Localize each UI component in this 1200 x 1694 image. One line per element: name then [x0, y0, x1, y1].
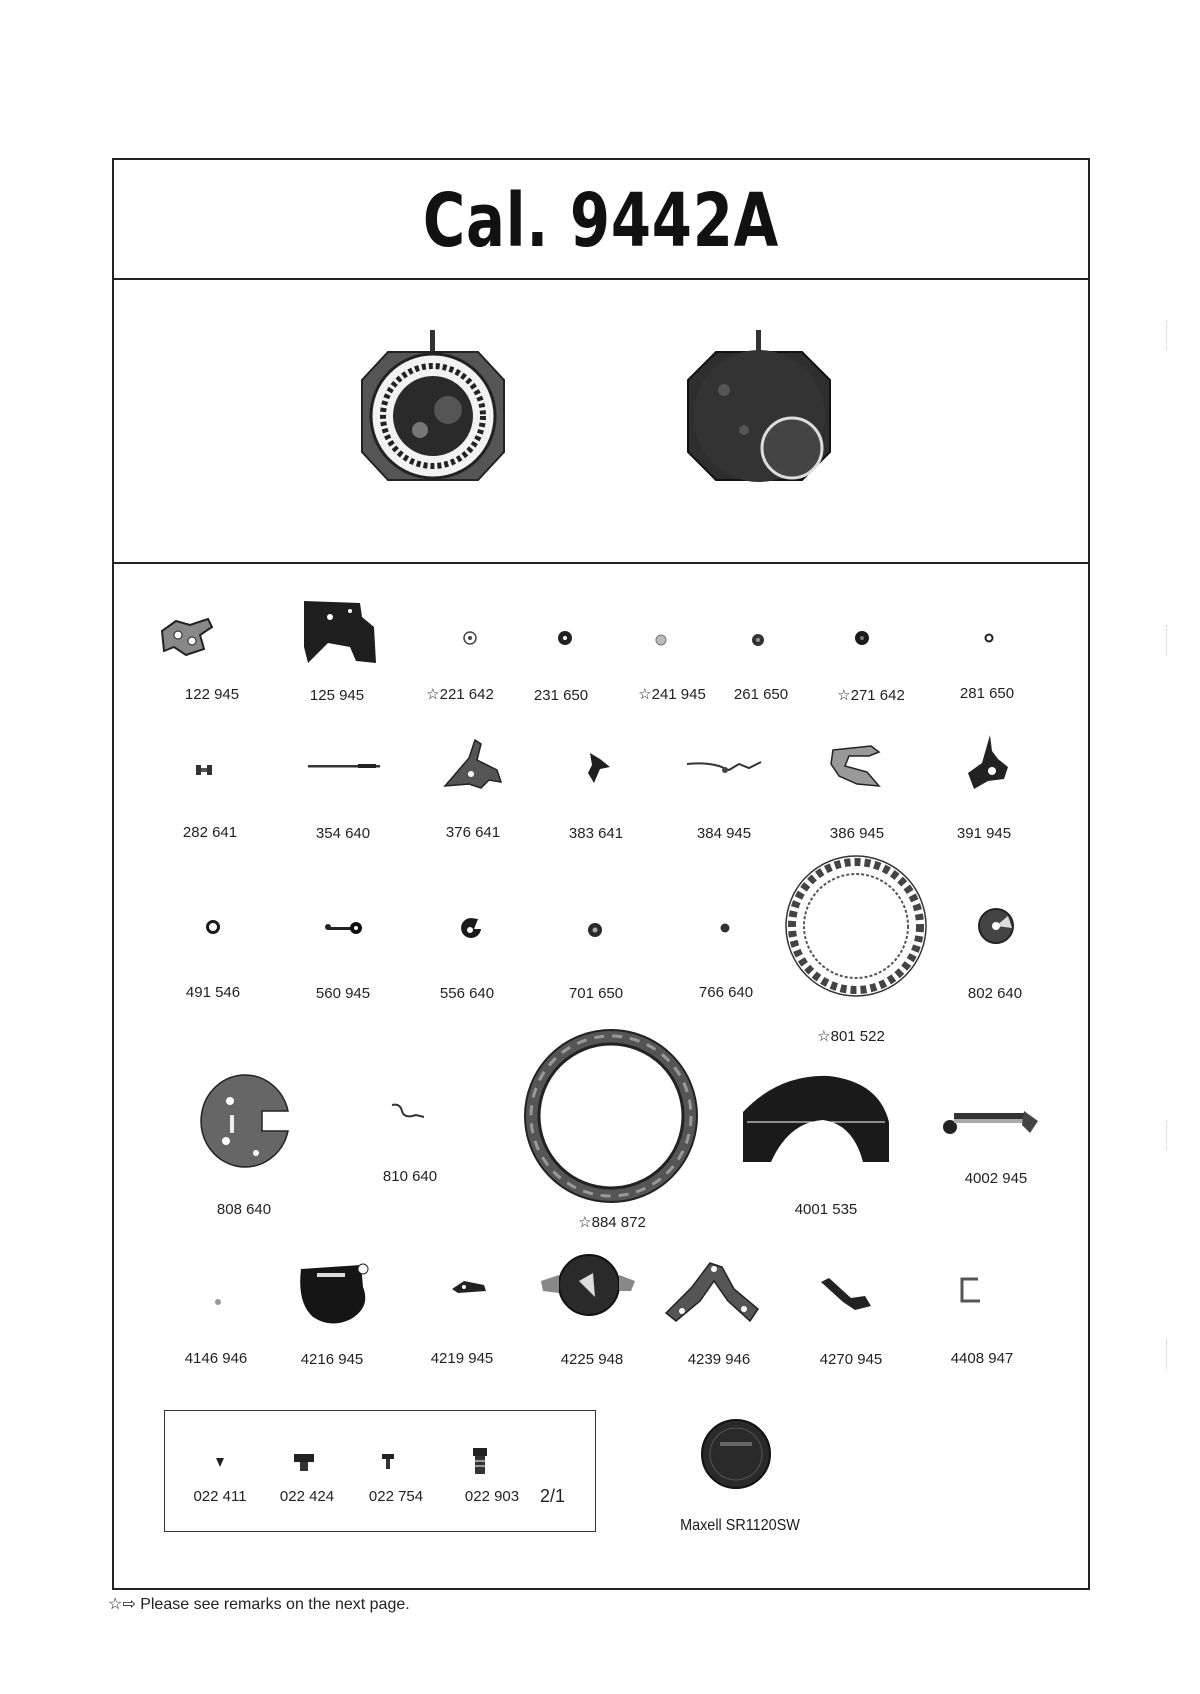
part-number-label: 4146 946	[184, 1350, 248, 1367]
part-number-label: 4239 946	[687, 1351, 751, 1368]
part-number-label: 125 945	[309, 687, 365, 704]
footnote-text: Please see remarks on the next page.	[140, 1596, 410, 1613]
wheel-icon	[213, 1297, 223, 1307]
part-number-label: 231 650	[533, 687, 589, 704]
spacer-ring-icon	[521, 1022, 701, 1210]
arrow-right-icon: ⇨	[122, 1596, 136, 1613]
bridge-icon	[662, 1257, 762, 1323]
coil-block-icon	[291, 1259, 373, 1329]
part-number-label: 4216 945	[300, 1351, 364, 1368]
wheel-icon	[586, 921, 604, 939]
terminal-icon	[940, 1105, 1040, 1139]
lever-icon	[450, 1277, 488, 1295]
part-number-label: ☆271 642	[837, 687, 905, 704]
bridge-plate-icon	[300, 597, 380, 671]
screw-icon	[215, 1457, 225, 1469]
margin-mark	[1160, 1340, 1167, 1370]
battery-icon	[700, 1418, 772, 1490]
part-number-label: 701 650	[568, 985, 624, 1002]
wheel-icon	[853, 629, 871, 647]
wheel-icon	[984, 633, 994, 643]
setting-lever-icon	[441, 736, 505, 792]
part-number-label: 386 945	[829, 825, 885, 842]
part-number-label: 556 640	[439, 985, 495, 1002]
part-number-label: 122 945	[184, 686, 240, 703]
cam-icon	[458, 915, 484, 941]
part-number-label: 802 640	[967, 985, 1023, 1002]
movement-photos	[114, 278, 1088, 564]
part-number-label: 376 641	[445, 824, 501, 841]
wheel-icon	[719, 922, 731, 934]
part-number-label: 4270 945	[819, 1351, 883, 1368]
lever-icon	[817, 1276, 873, 1312]
screw-label: 022 754	[368, 1488, 424, 1505]
part-number-label: 560 945	[315, 985, 371, 1002]
lever-icon	[827, 742, 885, 790]
winding-stem-icon	[308, 762, 380, 770]
part-number-label: ☆801 522	[817, 1028, 885, 1045]
margin-mark	[1160, 625, 1167, 655]
battery-label: Maxell SR1120SW	[680, 1517, 800, 1534]
part-number-label: ☆241 945	[638, 686, 706, 703]
screw-label: 022 411	[193, 1488, 247, 1505]
driving-wheel-icon	[976, 906, 1016, 946]
spring-icon	[388, 1101, 428, 1123]
part-number-label: 354 640	[315, 825, 371, 842]
part-number-label: 384 945	[696, 825, 752, 842]
wheel-icon	[557, 630, 573, 646]
part-number-label: 766 640	[698, 984, 754, 1001]
part-number-label: 391 945	[956, 825, 1012, 842]
margin-mark	[1160, 320, 1167, 350]
circuit-cover-icon	[739, 1072, 893, 1164]
part-number-label: 282 641	[182, 824, 238, 841]
screws-box	[164, 1410, 596, 1532]
part-number-label: 281 650	[959, 685, 1015, 702]
pinion-icon	[195, 764, 213, 776]
star-icon: ☆	[108, 1596, 123, 1613]
part-number-label: 810 640	[382, 1168, 438, 1185]
part-number-label: 4219 945	[430, 1350, 494, 1367]
plate-part-icon	[156, 613, 216, 659]
part-number-label: 383 641	[568, 825, 624, 842]
parts-sheet-frame	[112, 158, 1090, 1590]
spring-icon	[685, 756, 763, 776]
part-number-label: 4002 945	[964, 1170, 1028, 1187]
screw-icon	[293, 1453, 315, 1473]
footnote	[108, 1594, 410, 1614]
movement-back-photo	[684, 330, 834, 488]
part-number-label: ☆221 642	[426, 686, 494, 703]
setting-spring-icon	[964, 733, 1012, 791]
date-plate-icon	[200, 1071, 292, 1169]
part-number-label: 4001 535	[794, 1201, 858, 1218]
clip-icon	[956, 1275, 984, 1305]
date-dial-icon	[783, 853, 929, 999]
margin-mark	[1160, 1120, 1167, 1150]
part-number-label: 808 640	[216, 1201, 272, 1218]
screws-quantity: 2/1	[540, 1486, 566, 1506]
wheel-icon	[462, 630, 478, 646]
wheel-icon	[750, 632, 766, 648]
screw-icon	[381, 1453, 395, 1471]
page-title: Cal. 9442A	[422, 178, 780, 264]
part-number-label: ☆884 872	[578, 1214, 646, 1231]
lever-icon	[324, 921, 364, 935]
part-number-label: 261 650	[733, 686, 789, 703]
part-number-label: 491 546	[185, 984, 241, 1001]
screw-label: 022 424	[279, 1488, 335, 1505]
wheel-icon	[654, 633, 668, 647]
screw-icon	[471, 1447, 489, 1475]
title-band	[114, 160, 1088, 280]
part-number-label: 4408 947	[950, 1350, 1014, 1367]
circuit-block-icon	[539, 1251, 637, 1317]
movement-front-photo	[358, 330, 508, 488]
yoke-icon	[582, 751, 612, 785]
part-number-label: 4225 948	[560, 1351, 624, 1368]
screw-label: 022 903	[464, 1488, 520, 1505]
ring-icon	[205, 919, 221, 935]
